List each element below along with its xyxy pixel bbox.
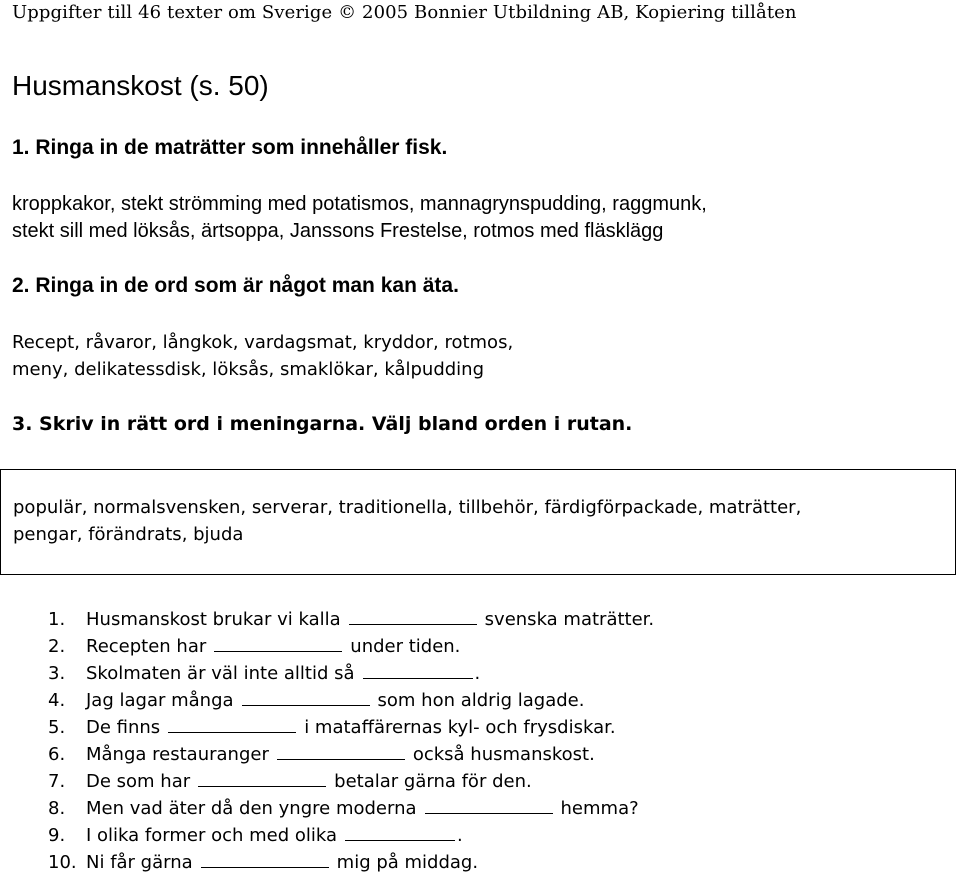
sentence-before: Men vad äter då den yngre moderna	[86, 798, 417, 819]
page-header: Uppgifter till 46 texter om Sverige © 2005 Bonnier Utbildning AB, Kopiering tillåten	[12, 2, 797, 23]
sentence-after: .	[474, 663, 481, 684]
question-2-text	[12, 329, 513, 383]
sentence-before: De finns	[86, 717, 161, 738]
sentence-number: 7.	[48, 771, 66, 792]
sentence-item	[48, 741, 654, 768]
sentence-before: Recepten har	[86, 636, 207, 657]
sentence-before: I olika former och med olika	[86, 825, 338, 846]
sentence-item	[48, 687, 654, 714]
sentence-item	[48, 822, 654, 849]
sentence-before: Jag lagar många	[86, 690, 234, 711]
sentence-item	[48, 768, 654, 795]
sentence-number: 1.	[48, 609, 66, 630]
sentence-before: Många restauranger	[86, 744, 269, 765]
sentence-after: betalar gärna för den.	[334, 771, 532, 792]
fill-in-blank[interactable]	[198, 768, 326, 787]
sentence-after: svenska maträtter.	[484, 609, 655, 630]
question-2-line: Recept, råvaror, långkok, vardagsmat, kryddor, rotmos,	[12, 332, 514, 353]
question-3-heading: 3. Skriv in rätt ord i meningarna. Välj bland orden i rutan.	[12, 413, 633, 435]
fill-in-blank[interactable]	[201, 849, 329, 868]
word-box-text	[13, 494, 943, 548]
fill-in-blank[interactable]	[425, 795, 553, 814]
fill-in-blank[interactable]	[345, 822, 455, 841]
sentence-after: .	[457, 825, 463, 846]
sentence-after: i mataffärernas kyl- och frysdiskar.	[304, 717, 616, 738]
sentence-after: under tiden.	[350, 636, 461, 657]
sentence-item	[48, 660, 654, 687]
fill-in-blank[interactable]	[349, 606, 477, 625]
sentence-item	[48, 714, 654, 741]
question-1-text	[12, 191, 707, 245]
fill-in-blank[interactable]	[214, 633, 342, 652]
sentence-item	[48, 633, 654, 660]
sentence-number: 9.	[48, 825, 66, 846]
fill-in-blank[interactable]	[242, 687, 370, 706]
sentence-item	[48, 849, 654, 876]
word-box-line: pengar, förändrats, bjuda	[13, 524, 244, 545]
sentence-number: 4.	[48, 690, 66, 711]
sentence-number: 5.	[48, 717, 66, 738]
sentence-after: också husmanskost.	[412, 744, 595, 765]
fill-in-blank[interactable]	[168, 714, 296, 733]
fill-in-blank[interactable]	[277, 741, 405, 760]
sentence-after: hemma?	[560, 798, 639, 819]
sentence-number: 10.	[48, 852, 77, 873]
question-2-heading: 2. Ringa in de ord som är något man kan äta.	[12, 274, 459, 297]
sentence-after: mig på middag.	[336, 852, 479, 873]
question-1-heading: 1. Ringa in de maträtter som innehåller fisk.	[12, 136, 448, 159]
sentence-before: Husmanskost brukar vi kalla	[86, 609, 341, 630]
sentence-item	[48, 606, 654, 633]
sentence-before: Ni får gärna	[86, 852, 193, 873]
sentence-after: som hon aldrig lagade.	[377, 690, 585, 711]
sentence-list	[48, 606, 654, 876]
question-2-line: meny, delikatessdisk, löksås, smaklökar, kålpudding	[12, 359, 484, 380]
sentence-number: 2.	[48, 636, 66, 657]
sentence-number: 8.	[48, 798, 66, 819]
sentence-number: 6.	[48, 744, 66, 765]
sentence-before: De som har	[86, 771, 191, 792]
sentence-item	[48, 795, 654, 822]
page-title: Husmanskost (s. 50)	[12, 70, 269, 101]
sentence-before: Skolmaten är väl inte alltid så	[86, 663, 355, 684]
fill-in-blank[interactable]	[363, 660, 473, 679]
sentence-number: 3.	[48, 663, 66, 684]
question-1-line: kroppkakor, stekt strömming med potatismos, mannagrynspudding, raggmunk,	[12, 193, 707, 215]
word-box	[0, 469, 956, 575]
question-1-line: stekt sill med löksås, ärtsoppa, Janssons Frestelse, rotmos med fläsklägg	[12, 220, 664, 242]
word-box-line: populär, normalsvensken, serverar, traditionella, tillbehör, färdigförpackade, maträtter,	[13, 497, 802, 518]
